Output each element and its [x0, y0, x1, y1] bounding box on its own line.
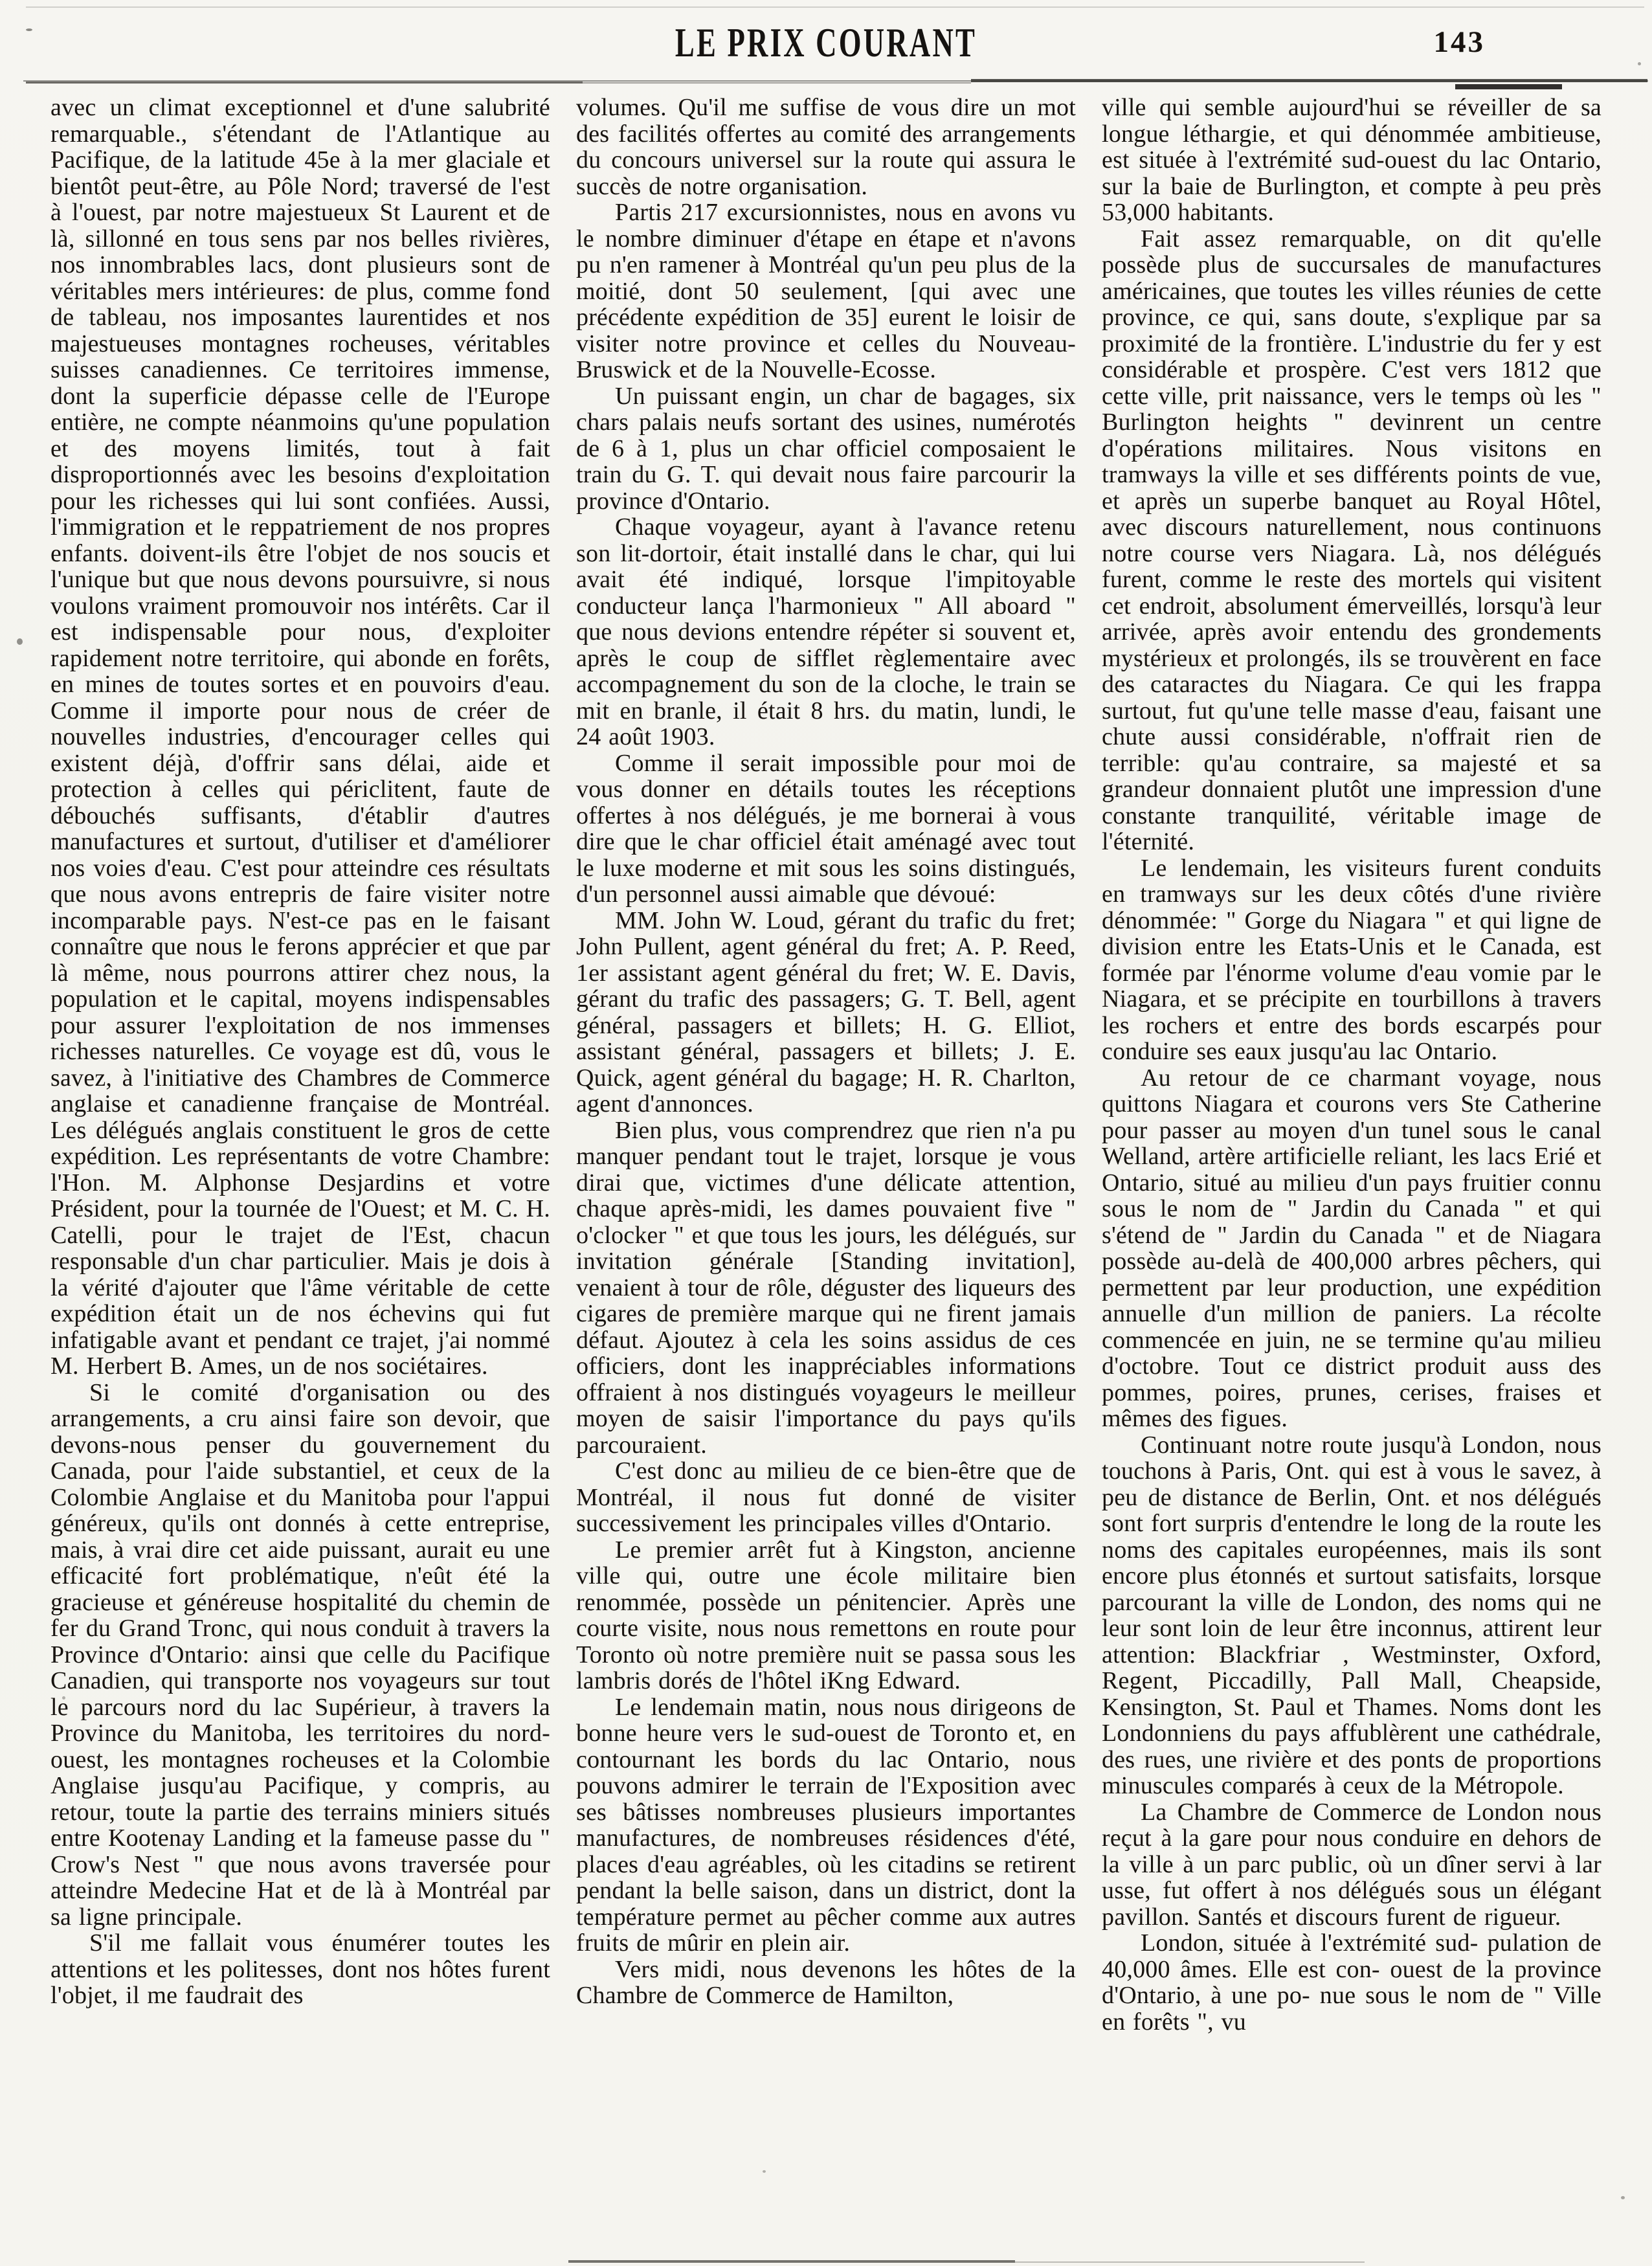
- paragraph: avec un climat exceptionnel et d'une salubrité remarquable., s'étendant de l'Atlantique au Pacifique, de la latitude 45e à la mer glaciale et bientôt peut-être, au Pôle Nord; traversé de l'est à l'ouest, par notre majestueux St Laurent et de là, sillonné en tous sens par nos belles rivières, nos innombrables lacs, dont plusieurs sont de véritables mers intérieures: de plus, comme fond de tableau, nos imposantes laurentides et nos majestueuses montagnes rocheuses, véritables suisses canadiennes. Ce territoires immense, dont la superficie dépasse celle de l'Europe entière, ne compte néanmoins qu'une population et des moyens limités, tout à fait disproportionnés avec les besoins d'exploitation pour les richesses qui lui sont confiées. Aussi, l'immigration et le reppatriement de nos propres enfants. doivent-ils être l'objet de nos soucis et l'unique but que nous devons poursuivre, si nous voulons vraiment promouvoir nos intérêts. Car il est indispensable pour nous, d'exploiter rapidement notre territoire, qui abonde en forêts, en mines de toutes sortes et en pouvoirs d'eau. Comme il importe pour nous de créer de nouvelles industries, d'encourager celles qui existent déjà, d'offrir sans délai, aide et protection à celles qui périclitent, faute de débouchés suffisants, d'établir d'autres manufactures et surtout, d'utiliser et d'améliorer nos voies d'eau. C'est pour atteindre ces résultats que nous avons entrepris de faire visiter notre incomparable pays. N'est-ce pas en le faisant connaître que nous le ferons apprécier et que par là même, nous pourrons attirer chez nous, la population et le capital, moyens indispensables pour assurer l'exploitation de nos immenses richesses naturelles. Ce voyage est dû, vous le savez, à l'initiative des Chambres de Commerce anglaise et canadienne française de Montréal. Les délégués anglais constituent le gros de cette expédition. Les représentants de votre Chambre: l'Hon. M. Alphonse Desjardins et votre Président, pour la tournée de l'Ouest; et M. C. H. Catelli, pour le trajet de l'Est, chacun responsable d'un char particulier. Mais je dois à la vérité d'ajouter que l'âme véritable de cette expédition était un de nos échevins qui fut infatigable avant et pendant ce trajet, j'ai nommé M. Herbert B. Ames, un de nos sociétaires.: [50, 94, 550, 1380]
- paragraph: London, située à l'extrémité sud- pulation de 40,000 âmes. Elle est con- ouest de la province d'Ontario, à une po- nue sous le nom de " Ville en forêts ", vu: [1102, 1929, 1602, 2036]
- paragraph: Un puissant engin, un char de bagages, six chars palais neufs sortant des usines, numérotés de 6 à 1, plus un char officiel composaient le train du G. T. qui devait nous faire parcourir la province d'Ontario.: [576, 382, 1076, 515]
- paragraph: Partis 217 excursionnistes, nous en avons vu le nombre diminuer d'étape en étape et n'avons pu n'en ramener à Montréal qu'un peu plus de la moitié, dont 50 seulement, [qui avec une précédente expédition de 35] eurent le loisir de visiter notre province et celles du Nouveau-Bruswick et de la Nouvelle-Ecosse.: [576, 199, 1076, 383]
- paragraph: Vers midi, nous devenons les hôtes de la Chambre de Commerce de Hamilton,: [576, 1955, 1076, 2009]
- header-rule-segment: [26, 82, 583, 84]
- ink-speck: [1621, 2196, 1625, 2199]
- masthead: [0, 16, 1652, 67]
- paragraph: Continuant notre route jusqu'à London, nous touchons à Paris, Ont. qui est à vous le savez, à peu de distance de Berlin, Ont. et nos délégués sont fort surpris d'entendre le long de la route les noms des capitales européennes, mais ils sont encore plus étonnés et surtout satisfaits, lorsque parcourant la ville de London, des noms qui ne leur sont loin de leur être inconnus, attirent leur attention: Blackfriar , Westminster, Oxford, Regent, Piccadilly, Pall Mall, Cheapside, Kensington, St. Paul et Thames. Noms dont les Londonniens du pays affublèrent une cathédrale, des rues, une rivière et des ponts de proportions minuscules comparés à ceux de la Métropole.: [1102, 1431, 1602, 1799]
- ink-speck: [17, 638, 23, 645]
- page-number: 143: [1433, 25, 1485, 59]
- paragraph: Si le comité d'organisation ou des arrangements, a cru ainsi faire son devoir, que devons-nous penser du gouvernement du Canada, pour l'aide substantiel, et ceux de la Colombie Anglaise et du Manitoba pour l'appui généreux, qu'ils ont donnés à cette entreprise, mais, à vrai dire cet aide puissant, aurait eu une efficacité fort problématique, n'eût été la gracieuse et généreuse hospitalité du chemin de fer du Grand Tronc, qui nous conduit à travers la Province d'Ontario: ainsi que celle du Pacifique Canadien, qui transporte nos voyageurs sur tout le parcours nord du lac Supérieur, à travers la Province du Manitoba, les territoires du nord-ouest, les montagnes rocheuses et la Colombie Anglaise jusqu'au Pacifique, y compris, au retour, toute la partie des terrains miniers situés entre Kootenay Landing et la fameuse passe du " Crow's Nest " que nous avons traversée pour atteindre Medecine Hat et de là à Montréal par sa ligne principale.: [50, 1378, 550, 1931]
- bottom-edge-streak: [1015, 2261, 1365, 2263]
- ink-speck: [763, 2170, 766, 2173]
- ink-speck: [26, 28, 32, 31]
- paragraph: ville qui semble aujourd'hui se réveiller de sa longue léthargie, et qui dénommée ambitieuse, est située à l'extrémité sud-ouest du lac Ontario, sur la baie de Burlington, et compte à peu près 53,000 habitants.: [1102, 94, 1602, 226]
- header-rule-segment: [971, 79, 1647, 82]
- paragraph: La Chambre de Commerce de London nous reçut à la gare pour nous conduire en dehors de la ville à un parc public, où un dîner servi à lar usse, fut offert à nos délégués sous un élégant pavillon. Santés et discours furent de rigueur.: [1102, 1798, 1602, 1931]
- paragraph: Le lendemain matin, nous nous dirigeons de bonne heure vers le sud-ouest de Toronto et, en contournant les bords du lac Ontario, nous pouvons admirer le terrain de l'Exposition avec ses bâtisses nombreuses plusieurs importantes manufactures, de nombreuses résidences d'été, places d'eau agréables, où les citadins se retirent pendant la belle saison, dans un district, dont la température permet au pêcher comme aux autres fruits de mûrir en plein air.: [576, 1693, 1076, 1957]
- page-title: LE PRIX COURANT: [675, 20, 977, 66]
- ink-smudge: [1455, 84, 1562, 89]
- bottom-edge-streak: [568, 2260, 1015, 2263]
- top-edge-rule: [26, 6, 1644, 8]
- ink-speck: [1638, 62, 1641, 65]
- text-column-2: [576, 95, 1076, 2035]
- paragraph: Le lendemain, les visiteurs furent conduits en tramways sur les deux côtés d'une rivière dénommée: " Gorge du Niagara " et qui ligne de division entre les Etats-Unis et le Canada, est formée par l'énorme volume d'eau vomie par le Niagara, et se précipite en tourbillons à travers les rochers et entre des bords escarpés pour conduire ses eaux jusqu'au lac Ontario.: [1102, 854, 1602, 1065]
- text-column-3: [1102, 95, 1602, 2035]
- paragraph: Bien plus, vous comprendrez que rien n'a pu manquer pendant tout le trajet, lorsque je vous dirai que, victimes d'une délicate attention, chaque après-midi, les dames pouvaient five " o'clocker " et que tous les jours, les délégués, sur invitation générale [Standing invitation], venaient à tour de rôle, déguster des liqueurs des cigares de première marque qui ne firent jamais défaut. Ajoutez à cela les soins assidus de ces officiers, dont les inappréciables informations offraient à nos distingués voyageurs le meilleur moyen de saisir l'importance du pays qu'ils parcouraient.: [576, 1116, 1076, 1459]
- paragraph: Fait assez remarquable, on dit qu'elle possède plus de succursales de manufactures américaines, que toutes les villes réunies de cette province, ce qui, sans doute, s'explique par sa proximité de la frontière. L'industrie du fer y est considérable et prospère. C'est vers 1812 que cette ville, prit naissance, vers le temps où les " Burlington heights " devinrent un centre d'opérations militaires. Nous visitons en tramways la ville et ses différents points de vue, et après un superbe banquet au Royal Hôtel, avec discours naturellement, nous continuons notre course vers Niagara. Là, nos délégués furent, comme le reste des mortels qui visitent cet endroit, absolument émerveillés, lorsqu'à leur arrivée, après avoir entendu des grondements mystérieux et prolongés, ils se trouvèrent en face des cataractes du Niagara. Ce qui les frappa surtout, fut qu'une telle masse d'eau, faisant une chute aussi considérable, n'offrait rien de terrible: qu'au contraire, sa majesté et sa grandeur donnaient plutôt une impression d'une constante tranquilité, véritable image de l'éternité.: [1102, 225, 1602, 855]
- text-column-1: [50, 95, 550, 2035]
- header-rule-segment: [583, 82, 971, 84]
- paragraph: Chaque voyageur, ayant à l'avance retenu son lit-dortoir, était installé dans le char, qui lui avait été indiqué, lorsque l'impitoyable conducteur lança l'harmonieux " All aboard " que nous devions entendre répéter si souvent et, après le coup de sifflet règlementaire avec accompagnement du son de la cloche, le train se mit en branle, il était 8 hrs. du matin, lundi, le 24 août 1903.: [576, 513, 1076, 750]
- paragraph: volumes. Qu'il me suffise de vous dire un mot des facilités offertes au comité des arrangements du concours universel sur la route qui assura le succès de notre organisation.: [576, 94, 1076, 200]
- paragraph: Comme il serait impossible pour moi de vous donner en détails toutes les réceptions offertes à nos délégués, je me bornerai à vous dire que le char officiel était aménagé avec tout le luxe moderne et mit sous les soins distingués, d'un personnel aussi aimable que dévoué:: [576, 749, 1076, 908]
- paragraph: S'il me fallait vous énumérer toutes les attentions et les politesses, dont nos hôtes furent l'objet, il me faudrait des: [50, 1929, 550, 2009]
- article-body: [50, 95, 1602, 2035]
- paragraph: MM. John W. Loud, gérant du trafic du fret; John Pullent, agent général du fret; A. P. Reed, 1er assistant agent général du fret; W. E. Davis, gérant du trafic des passagers; G. T. Bell, agent général, passagers et billets; H. G. Elliot, assistant général, passagers et billets; J. E. Quick, agent général du bagage; H. R. Charlton, agent d'annonces.: [576, 906, 1076, 1117]
- paragraph: C'est donc au milieu de ce bien-être que de Montréal, il nous fut donné de visiter successivement les principales villes d'Ontario.: [576, 1457, 1076, 1537]
- paragraph: Au retour de ce charmant voyage, nous quittons Niagara et courons vers Ste Catherine pour passer au moyen d'un tunel sous le canal Welland, artère artificielle reliant, les lacs Erié et Ontario, situé au milieu d'un pays fruitier connu sous le nom de " Jardin du Canada " et qui s'étend de " Jardin du Canada " et de Niagara possède au-delà de 400,000 arbres pêchers, qui permettent par leur production, une expédition annuelle d'un million de paniers. La récolte commencée en juin, ne se termine qu'au milieu d'octobre. Tout ce district produit auss des pommes, poires, prunes, cerises, fraises et mêmes des figues.: [1102, 1064, 1602, 1432]
- paragraph: Le premier arrêt fut à Kingston, ancienne ville qui, outre une école militaire bien renommée, possède un pénitencier. Après une courte visite, nous nous remettons en route pour Toronto où notre première nuit se passa sous les lambris dorés de l'hôtel iKng Edward.: [576, 1536, 1076, 1694]
